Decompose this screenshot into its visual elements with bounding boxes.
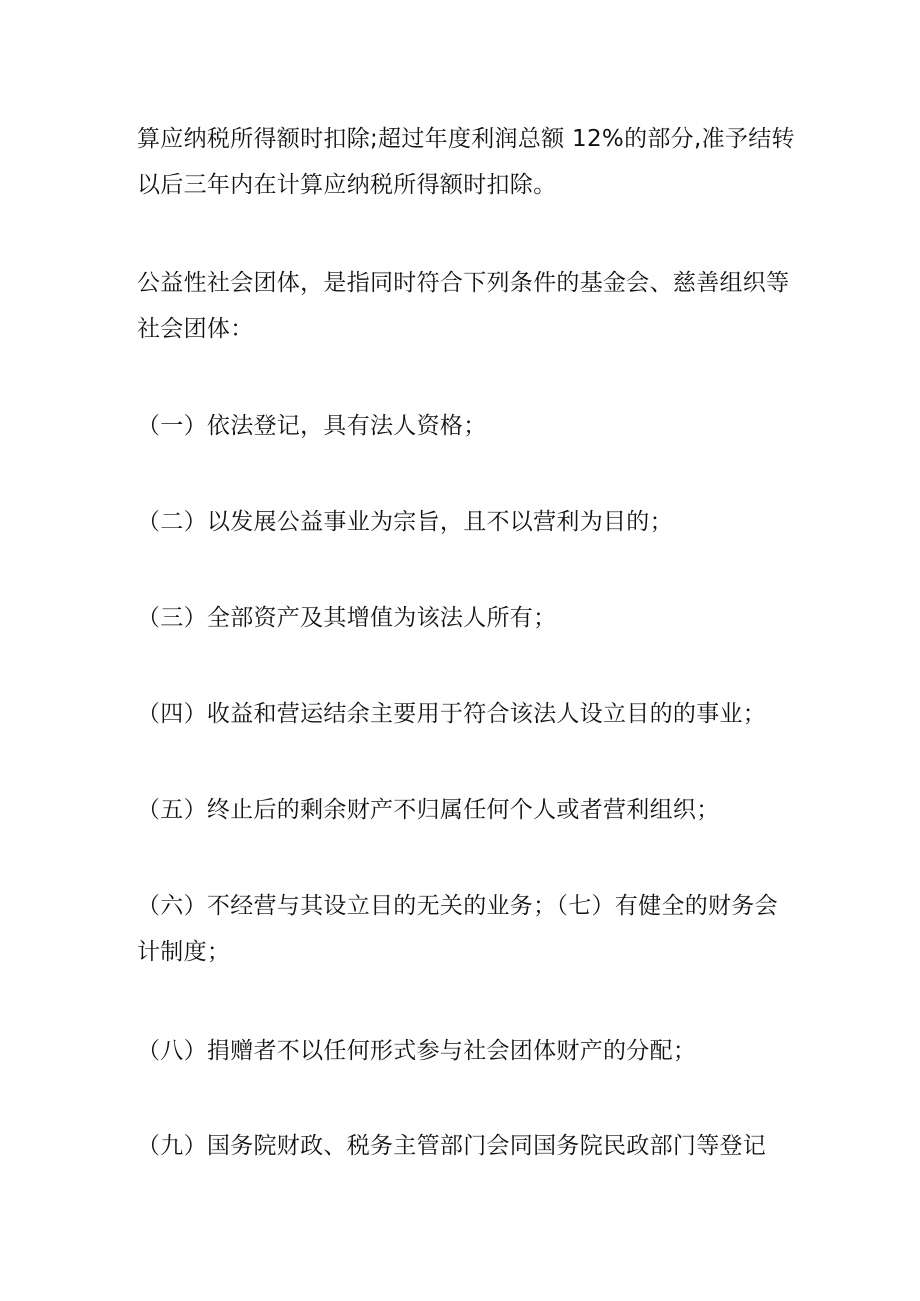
text-line: （五）终止后的剩余财产不归属任何个人或者营利组织； (137, 797, 720, 823)
paragraph-definition (137, 260, 797, 352)
text-line: （二）以发展公益事业为宗旨，且不以营利为目的； (137, 509, 673, 535)
condition-item-3 (137, 595, 797, 641)
text-line: 以后三年内在计算应纳税所得额时扣除。 (137, 172, 557, 198)
paragraph-deduction-carryover (137, 116, 797, 208)
text-line: （九）国务院财政、税务主管部门会同国务院民政部门等登记 (137, 1133, 767, 1159)
condition-item-8 (137, 1028, 797, 1074)
condition-item-4 (137, 691, 797, 737)
condition-item-2 (137, 499, 797, 545)
text-line: 公益性社会团体，是指同时符合下列条件的基金会、慈善组织等 (137, 270, 790, 296)
text-line: （八）捐赠者不以任何形式参与社会团体财产的分配； (137, 1038, 697, 1064)
text-line: 社会团体： (137, 316, 254, 342)
text-line: （三）全部资产及其增值为该法人所有； (137, 605, 557, 631)
text-line: 算应纳税所得额时扣除;超过年度利润总额 12%的部分,准予结转 (137, 126, 795, 152)
text-line: （六）不经营与其设立目的无关的业务；（七）有健全的财务会 (137, 893, 778, 919)
condition-item-9 (137, 1123, 797, 1169)
text-line: 计制度； (137, 939, 231, 965)
text-line: （一）依法登记，具有法人资格； (137, 413, 487, 439)
condition-item-6-7 (137, 883, 797, 975)
text-line: （四）收益和营运结余主要用于符合该法人设立目的的事业； (137, 701, 767, 727)
condition-item-1 (137, 403, 797, 449)
condition-item-5 (137, 787, 797, 833)
